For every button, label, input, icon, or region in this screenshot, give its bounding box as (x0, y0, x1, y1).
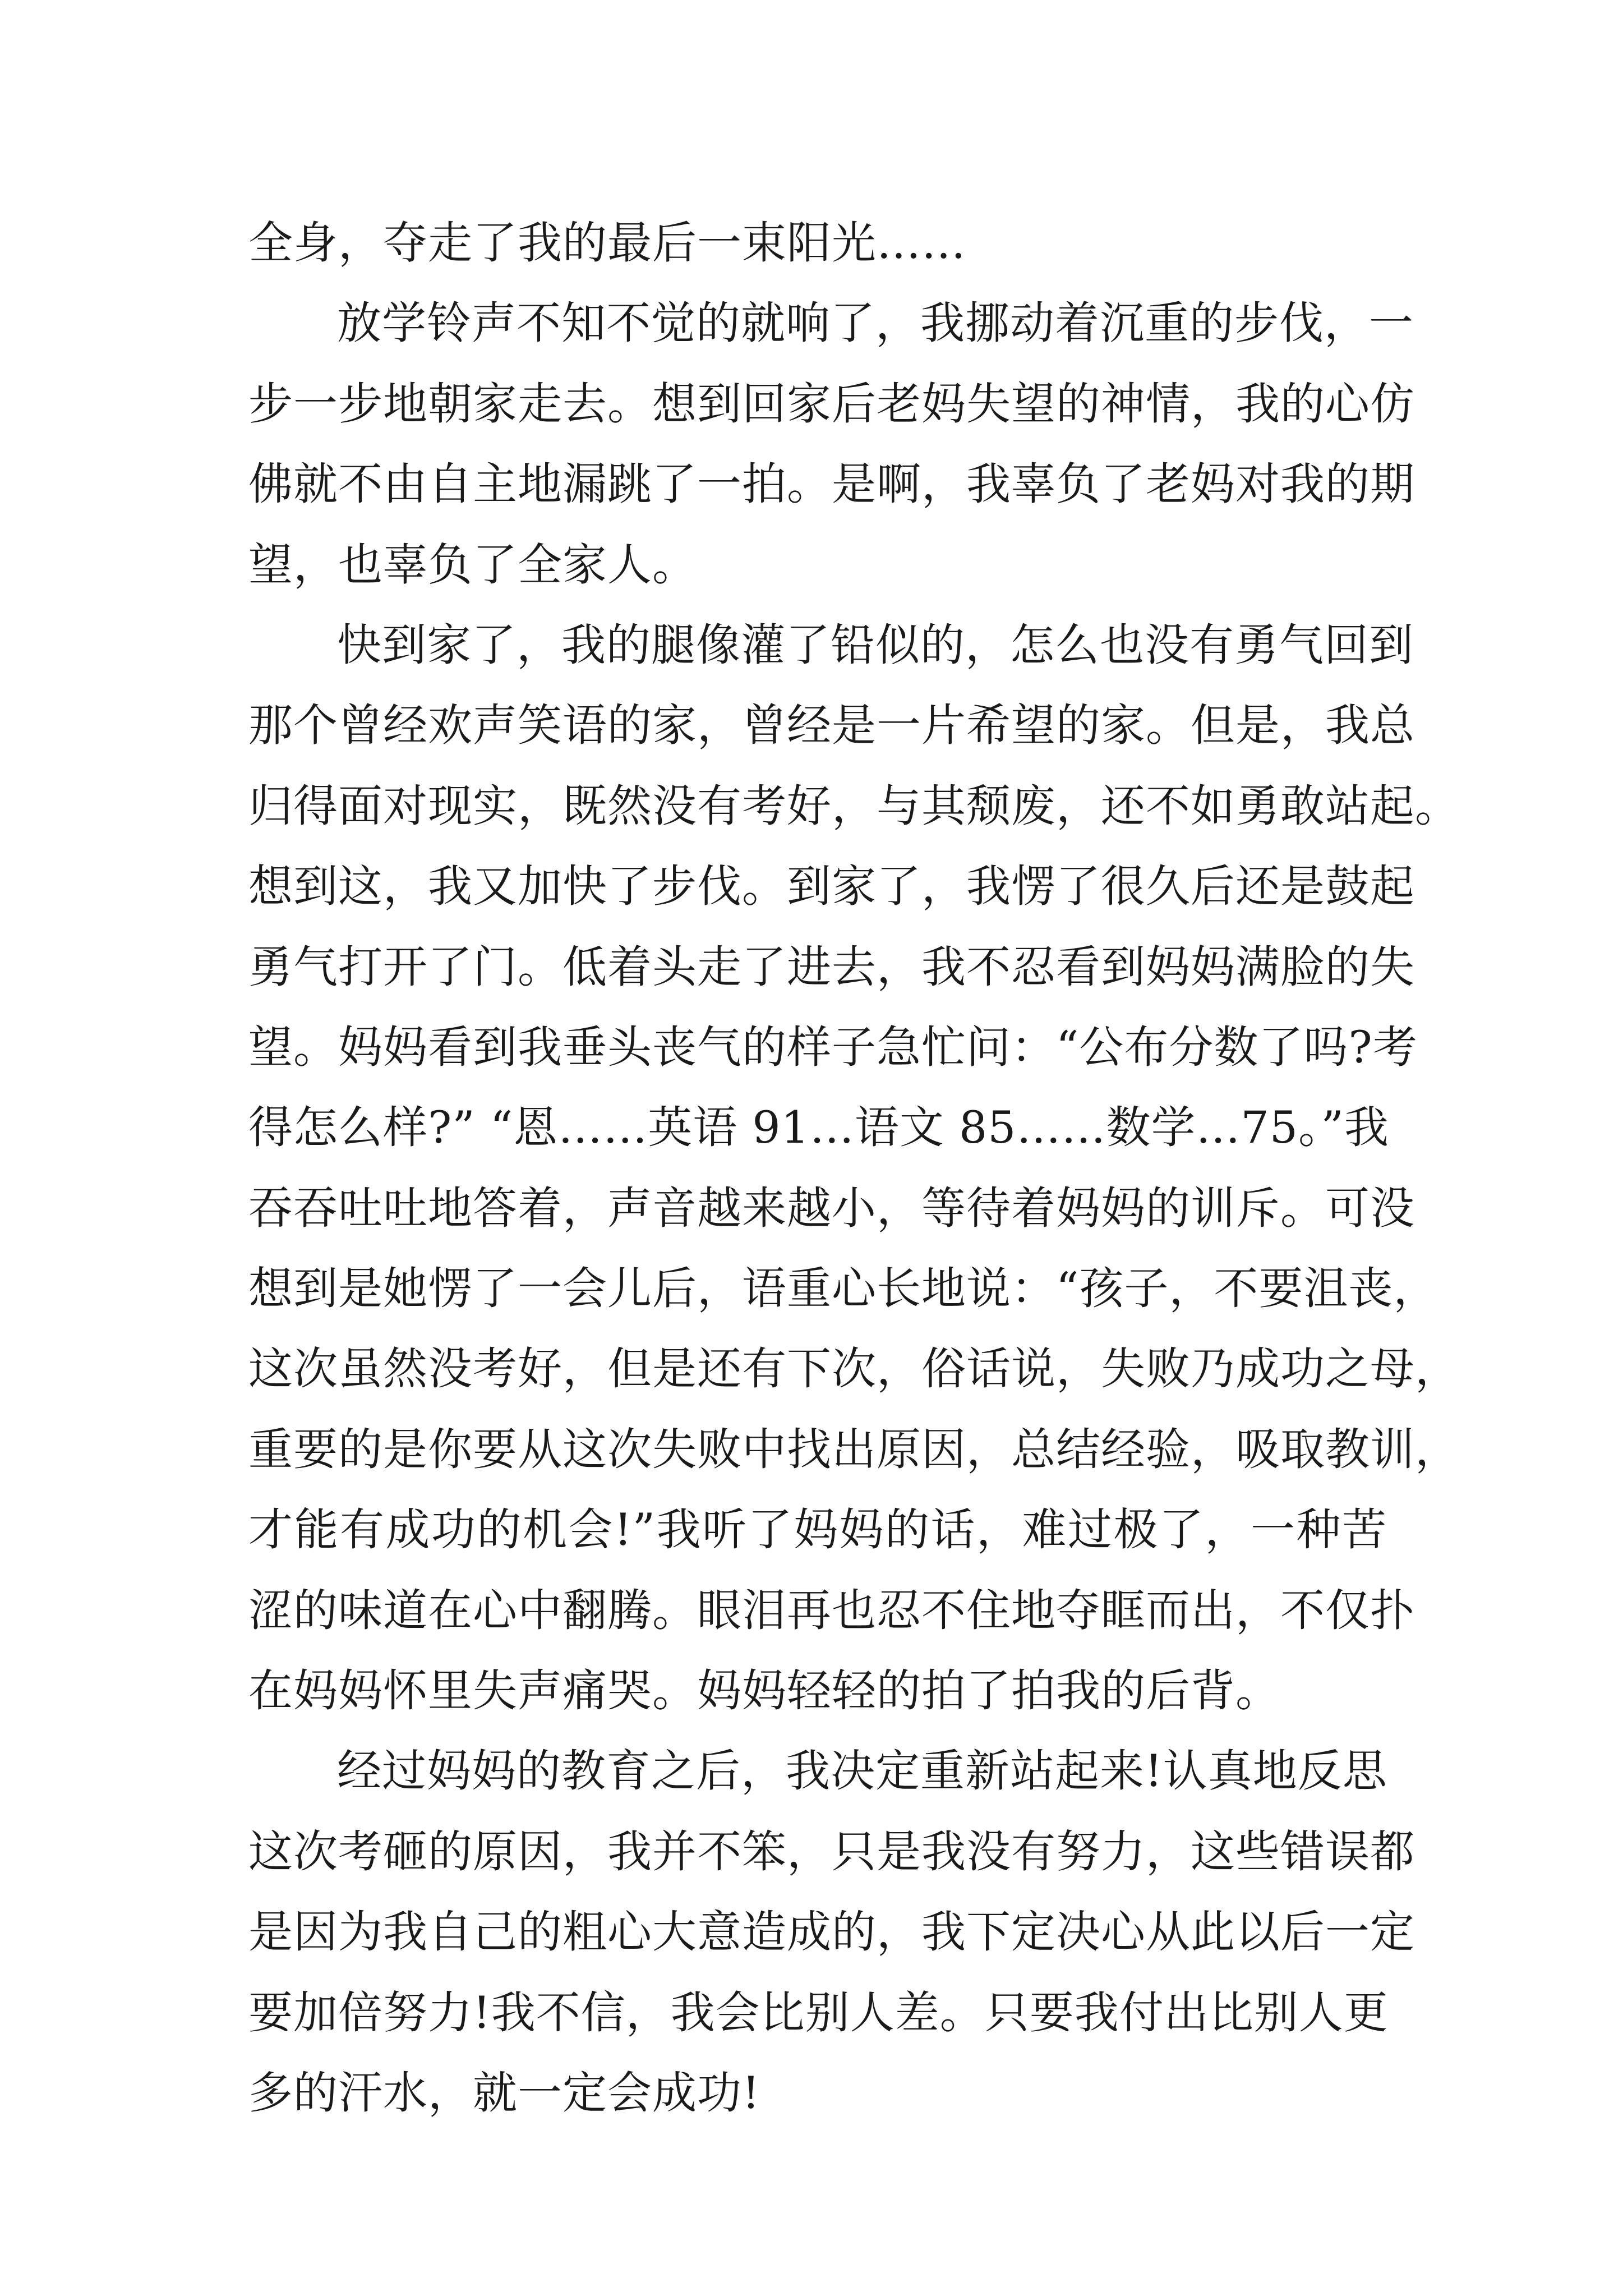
paragraph-2 (248, 283, 1415, 605)
text-line: 经过妈妈的教育之后，我决定重新站起来!认真地反思 (337, 1745, 1387, 1797)
text-line: 想到是她愣了一会儿后，语重心长地说：“孩子，不要沮丧， (248, 1263, 1438, 1315)
text-line: 望。妈妈看到我垂头丧气的样子急忙问：“公布分数了吗?考 (248, 1021, 1418, 1073)
text-line: 吞吞吐吐地答着，声音越来越小，等待着妈妈的训斥。可没 (248, 1182, 1415, 1234)
text-line: 这次考砸的原因，我并不笨，只是我没有努力，这些错误都 (248, 1825, 1415, 1878)
text-line: 才能有成功的机会!”我听了妈妈的话，难过极了，一种苦 (248, 1504, 1387, 1556)
text-line: 想到这，我又加快了步伐。到家了，我愣了很久后还是鼓起 (248, 861, 1415, 913)
text-line: 勇气打开了门。低着头走了进去，我不忍看到妈妈满脸的失 (248, 941, 1415, 993)
text-line: 得怎么样?” “恩……英语 91…语文 85……数学…75。”我 (248, 1102, 1389, 1154)
text-line: 在妈妈怀里失声痛哭。妈妈轻轻的拍了拍我的后背。 (248, 1665, 1280, 1717)
text-line: 是因为我自己的粗心大意造成的，我下定决心从此以后一定 (248, 1906, 1415, 1958)
document-body (248, 203, 1460, 2133)
text-line: 步一步地朝家走去。想到回家后老妈失望的神情，我的心仿 (248, 378, 1415, 430)
text-line: 这次虽然没考好，但是还有下次，俗话说，失败乃成功之母， (248, 1343, 1460, 1395)
paragraph-1 (248, 203, 1387, 283)
text-line: 归得面对现实，既然没有考好，与其颓废，还不如勇敢站起。 (248, 780, 1460, 832)
text-line: 多的汗水，就一定会成功! (248, 2067, 760, 2119)
paragraph-3 (248, 605, 1460, 1731)
text-line: 要加倍努力!我不信，我会比别人差。只要我付出比别人更 (248, 1986, 1389, 2039)
text-line: 全身，夺走了我的最后一束阳光…… (248, 217, 966, 269)
text-line: 那个曾经欢声笑语的家，曾经是一片希望的家。但是，我总 (248, 700, 1415, 752)
text-line: 涩的味道在心中翻腾。眼泪再也忍不住地夺眶而出，不仅扑 (248, 1584, 1415, 1636)
paragraph-4 (248, 1731, 1415, 2133)
text-line: 佛就不由自主地漏跳了一拍。是啊，我辜负了老妈对我的期 (248, 458, 1415, 510)
text-line: 望，也辜负了全家人。 (248, 539, 697, 591)
text-line: 快到家了，我的腿像灌了铅似的，怎么也没有勇气回到 (337, 619, 1414, 671)
text-line: 重要的是你要从这次失败中找出原因，总结经验，吸取教训， (248, 1423, 1460, 1475)
text-line: 放学铃声不知不觉的就响了，我挪动着沉重的步伐，一 (337, 297, 1414, 349)
